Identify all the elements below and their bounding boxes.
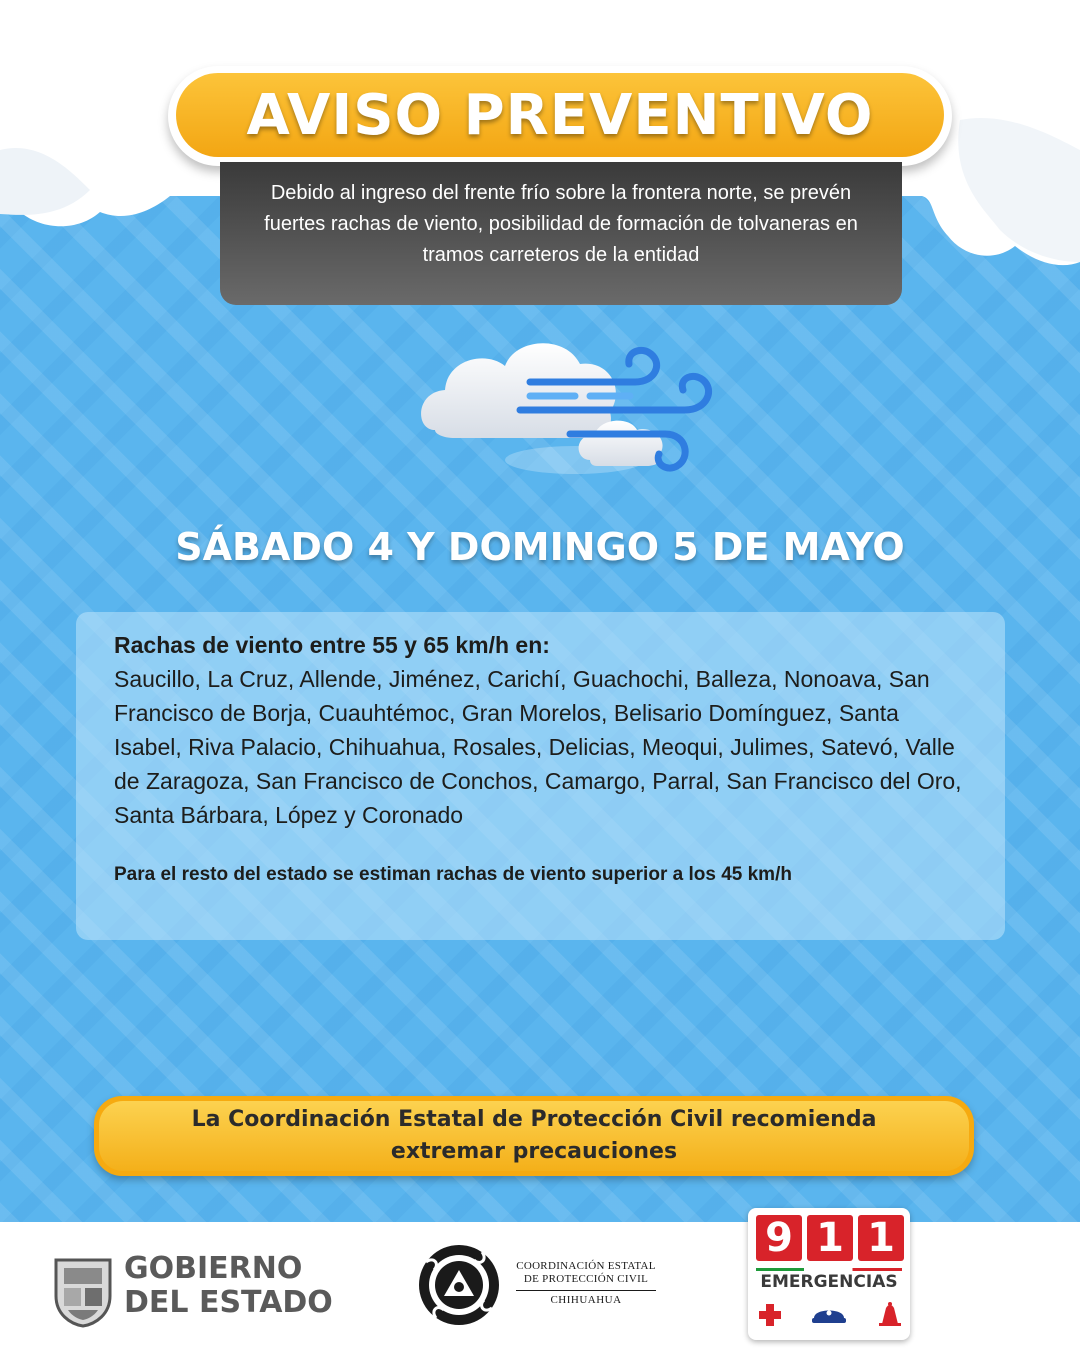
recommendation-banner [94, 1096, 974, 1176]
recommendation-banner-fill [99, 1101, 969, 1171]
recommendation-text [192, 1104, 877, 1168]
emergencias-911-badge [748, 1208, 910, 1340]
gobierno-del-estado-logo [124, 1252, 333, 1320]
towns-list: Saucillo, La Cruz, Allende, Jiménez, Carichí, Guachochi, Balleza, Nonoava, San Francisco de Borja, Cuauhtémoc, Gran Morelos, Belisario Domínguez, Santa Isabel, Riva Palacio, Chihuahua, Rosales, Delicias, Meoqui, Julimes, Satevó, Valle de Zaragoza, San Francisco de Conchos, Camargo, Parral, San Francisco del Oro, Santa Bárbara, López y Coronado [114, 666, 962, 828]
gobierno-line-1: GOBIERNO [124, 1251, 303, 1286]
police-cap-icon [812, 1311, 846, 1324]
civil-protection-logo-icon [416, 1242, 502, 1328]
state-shield-icon [52, 1256, 114, 1328]
recommendation-line-1: La Coordinación Estatal de Protección Civil recomienda [191, 1107, 877, 1132]
cloud-wind-icon [415, 330, 735, 490]
page-title: AVISO PREVENTIVO [246, 82, 874, 148]
red-cross-icon [759, 1304, 781, 1326]
e911-word: EMERGENCIAS [760, 1272, 898, 1292]
gobierno-line-2: DEL ESTADO [124, 1285, 333, 1320]
title-banner-fill [176, 73, 944, 157]
date-title: SÁBADO 4 Y DOMINGO 5 DE MAYO [175, 525, 905, 569]
pc-divider [516, 1290, 656, 1291]
footer [0, 1215, 1080, 1350]
details-heading: Rachas de viento entre 55 y 65 km/h en: [114, 632, 550, 658]
intro-box [220, 162, 902, 305]
pc-line-3: CHIHUAHUA [550, 1294, 622, 1306]
e911-digit: 1 [807, 1215, 853, 1261]
title-banner [168, 66, 952, 166]
e911-digit: 1 [858, 1215, 904, 1261]
intro-text: Debido al ingreso del frente frío sobre la frontera norte, se prevén fuertes rachas de viento, posibilidad de formación de tolvaneras en tramos carreteros de la entidad [264, 182, 858, 266]
details-panel [76, 612, 1005, 940]
pc-line-1: COORDINACIÓN ESTATAL [516, 1260, 656, 1272]
e911-flag-stripe [756, 1268, 902, 1271]
recommendation-line-2: extremar precauciones [390, 1139, 678, 1164]
civil-protection-wordmark [510, 1260, 662, 1307]
emergency-services-icons [748, 1298, 910, 1328]
rest-of-state-note: Para el resto del estado se estiman rachas de viento superior a los 45 km/h [114, 864, 792, 885]
e911-digits [756, 1215, 904, 1261]
fire-bell-icon [879, 1302, 901, 1326]
e911-digit: 9 [756, 1215, 802, 1261]
pc-line-2: DE PROTECCIÓN CIVIL [523, 1273, 649, 1285]
